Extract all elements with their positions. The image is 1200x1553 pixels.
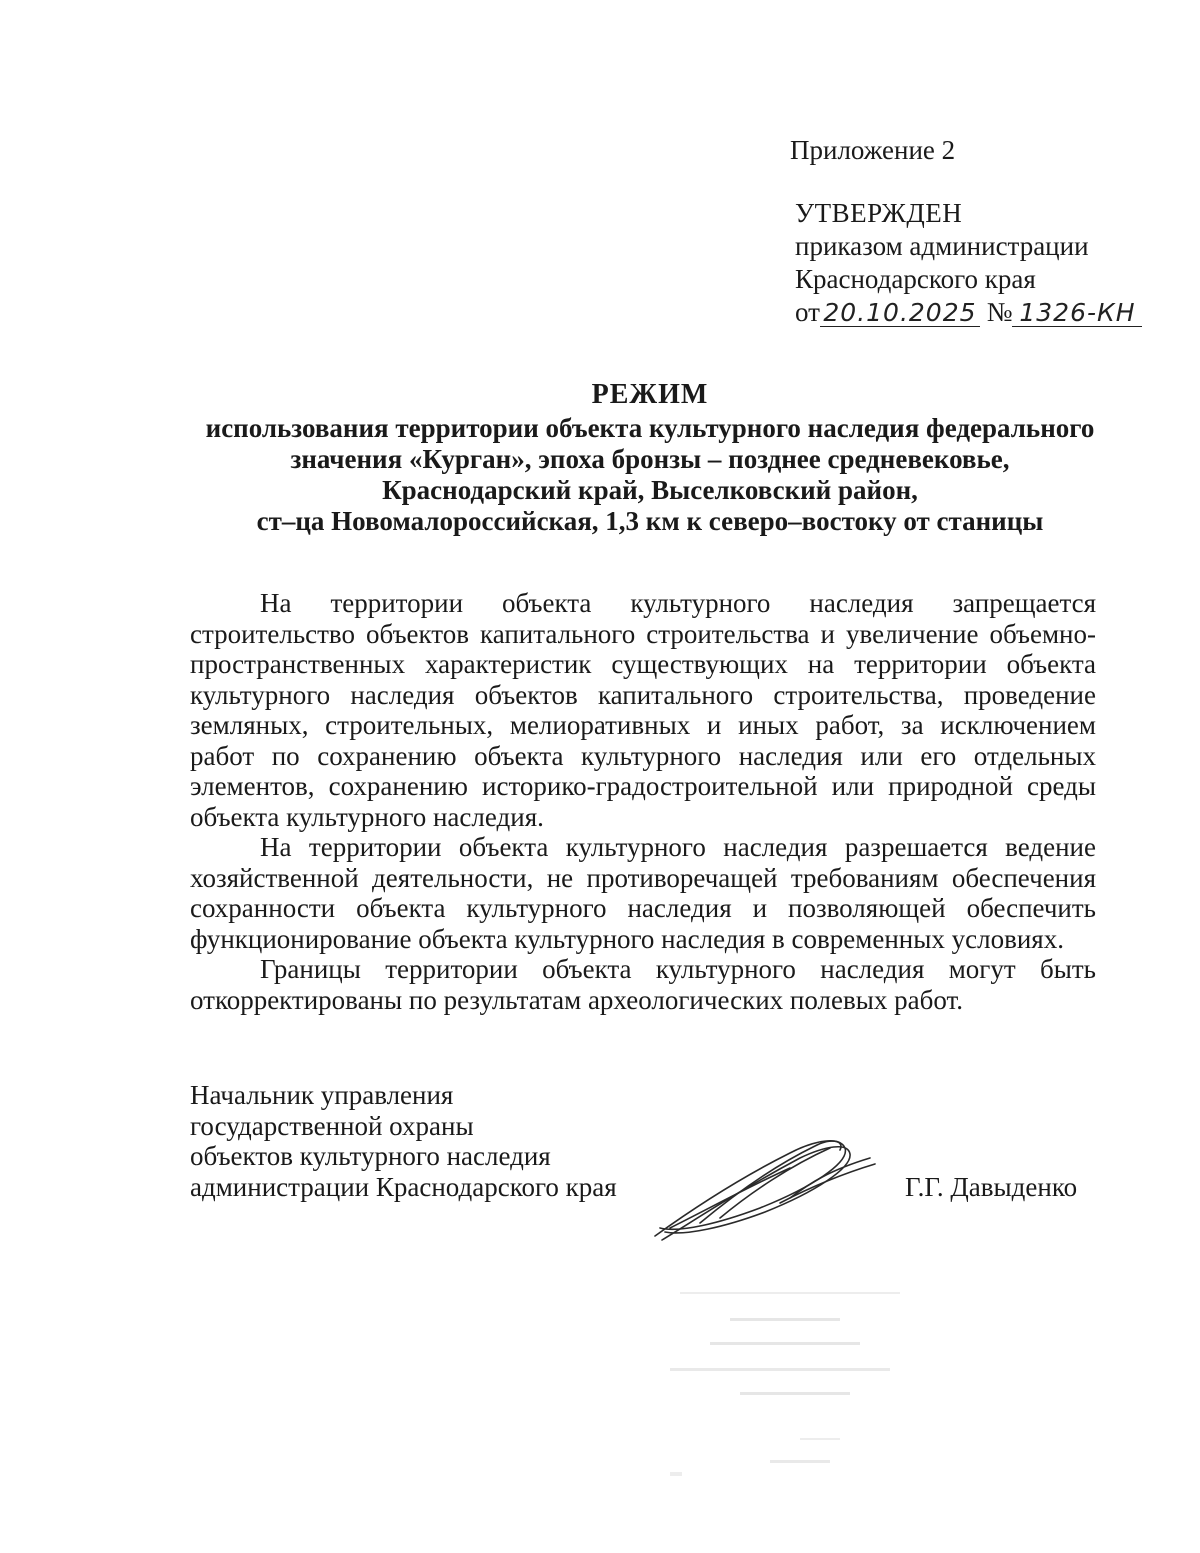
- handwritten-number: 1326-КН: [1012, 300, 1142, 327]
- faded-stamp: [660, 1280, 920, 1490]
- subtitle-line-4: ст–ца Новомалороссийская, 1,3 км к северо–востоку от станицы: [256, 506, 1044, 536]
- subtitle-line-3: Краснодарский край, Выселковский район,: [382, 475, 918, 505]
- approval-date-line: [795, 296, 1142, 329]
- approval-block: [795, 197, 1142, 329]
- paragraph-boundaries: Границы территории объекта культурного наследия могут быть откорректированы по результатам археологических полевых работ.: [190, 954, 1096, 1015]
- signatory-name: Г.Г. Давыденко: [905, 1172, 1078, 1202]
- subtitle-line-1: использования территории объекта культурного наследия федерального: [205, 413, 1095, 443]
- paragraph-permissions: На территории объекта культурного наследия разрешается ведение хозяйственной деятельности, не противоречащей требованиям обеспечения сохранности объекта культурного наследия и позволяющей обеспечить функционирование объекта культурного наследия в современных условиях.: [190, 832, 1096, 954]
- document-body: [190, 588, 1096, 1015]
- approval-line-1: приказом администрации: [795, 231, 1089, 261]
- handwritten-date: 20.10.2025: [820, 300, 980, 327]
- signatory-title-line-3: объектов культурного наследия: [190, 1141, 551, 1171]
- subtitle-line-2: значения «Курган», эпоха бронзы – позднее средневековье,: [290, 444, 1010, 474]
- approval-heading: УТВЕРЖДЕН: [795, 198, 963, 228]
- signatory-title-line-1: Начальник управления: [190, 1080, 454, 1110]
- annex-label: Приложение 2: [790, 135, 956, 165]
- number-prefix: №: [986, 297, 1013, 327]
- date-prefix: от: [795, 297, 820, 327]
- document-title: РЕЖИМ: [591, 379, 709, 410]
- paragraph-prohibitions: На территории объекта культурного наследия запрещается строительство объектов капитального строительства и увеличение объемно-пространственных характеристик существующих на территории объекта культурного наследия объектов капитального строительства, проведение земляных, строительных, мелиоративных и иных работ, за исключением работ по сохранению объекта культурного наследия или его отдельных элементов, сохранению историко-градостроительной или природной среды объекта культурного наследия.: [190, 588, 1096, 832]
- document-title-block: [150, 377, 1150, 537]
- signatory-title-line-4: администрации Краснодарского края: [190, 1171, 617, 1202]
- approval-line-2: Краснодарского края: [795, 264, 1036, 294]
- signatory-title: [190, 1080, 617, 1202]
- signatory-title-line-2: государственной охраны: [190, 1110, 474, 1141]
- handwritten-signature: [640, 1128, 880, 1248]
